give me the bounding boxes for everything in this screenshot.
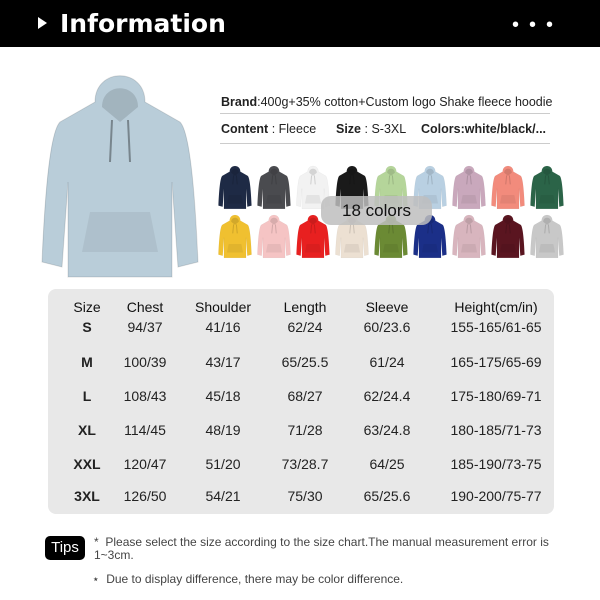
column-header: Size <box>73 299 101 315</box>
table-cell: 175-180/69-71 <box>450 388 542 404</box>
color-swatch[interactable] <box>530 212 564 259</box>
size-label: L <box>82 388 92 404</box>
table-cell: 165-175/65-69 <box>450 354 542 370</box>
size-label: XXL <box>73 456 101 472</box>
tip-note-2: ⋆ Due to display difference, there may be color difference. <box>92 572 404 586</box>
table-cell: 108/43 <box>123 388 167 404</box>
table-cell: 71/28 <box>287 422 323 438</box>
color-swatch[interactable] <box>452 212 486 259</box>
colors-count-badge: 18 colors <box>321 196 432 225</box>
color-swatch[interactable] <box>491 212 525 259</box>
table-cell: 185-190/73-75 <box>450 456 542 472</box>
table-cell: 190-200/75-77 <box>450 488 542 504</box>
column-header: Shoulder <box>194 299 252 315</box>
table-cell: 61/24 <box>369 354 405 370</box>
color-swatch[interactable] <box>218 212 252 259</box>
column-header: Sleeve <box>365 299 409 315</box>
column-header: Height(cm/in) <box>454 299 538 315</box>
table-cell: 63/24.8 <box>363 422 411 438</box>
colors-spec: Colors:white/black/... <box>421 122 547 136</box>
table-cell: 94/37 <box>127 319 163 335</box>
column-header: Chest <box>126 299 164 315</box>
size-label: M <box>81 354 93 370</box>
column-header: Length <box>283 299 327 315</box>
table-cell: 45/18 <box>205 388 241 404</box>
table-cell: 62/24 <box>287 319 323 335</box>
color-swatch[interactable] <box>257 163 291 210</box>
size-label: 3XL <box>74 488 100 504</box>
table-cell: 65/25.5 <box>281 354 329 370</box>
table-cell: 65/25.6 <box>363 488 411 504</box>
play-triangle-icon <box>38 17 47 29</box>
size-label: S <box>82 319 92 335</box>
tips-badge: Tips <box>45 536 85 560</box>
color-swatch[interactable] <box>218 163 252 210</box>
table-cell: 75/30 <box>287 488 323 504</box>
size-label: XL <box>78 422 96 438</box>
ellipsis-icon[interactable]: ••• <box>512 14 564 36</box>
table-cell: 155-165/61-65 <box>450 319 542 335</box>
brand-spec: Brand:400g+35% cotton+Custom logo Shake fleece hoodie <box>221 95 553 109</box>
table-cell: 51/20 <box>205 456 241 472</box>
size-spec: Size : S-3XL <box>336 122 407 136</box>
table-cell: 126/50 <box>123 488 167 504</box>
page-title: Information <box>60 9 226 38</box>
color-swatch[interactable] <box>491 163 525 210</box>
table-cell: 62/24.4 <box>363 388 411 404</box>
table-cell: 180-185/71-73 <box>450 422 542 438</box>
content-spec: Content : Fleece <box>221 122 317 136</box>
table-cell: 43/17 <box>205 354 241 370</box>
table-cell: 48/19 <box>205 422 241 438</box>
divider <box>220 143 550 144</box>
color-swatch[interactable] <box>530 163 564 210</box>
divider <box>220 113 550 114</box>
table-cell: 41/16 <box>205 319 241 335</box>
table-cell: 60/23.6 <box>363 319 411 335</box>
color-swatch[interactable] <box>257 212 291 259</box>
size-chart-table <box>48 289 554 514</box>
table-cell: 120/47 <box>123 456 167 472</box>
table-cell: 73/28.7 <box>281 456 329 472</box>
table-cell: 64/25 <box>369 456 405 472</box>
table-cell: 54/21 <box>205 488 241 504</box>
color-swatch[interactable] <box>452 163 486 210</box>
table-cell: 68/27 <box>287 388 323 404</box>
table-cell: 100/39 <box>123 354 167 370</box>
header-bar <box>0 0 600 47</box>
table-cell: 114/45 <box>124 422 166 438</box>
product-hoodie-image <box>40 62 200 282</box>
tip-note-1: * Please select the size according to the size chart.The manual measurement error is 1~3cm. <box>94 535 549 562</box>
